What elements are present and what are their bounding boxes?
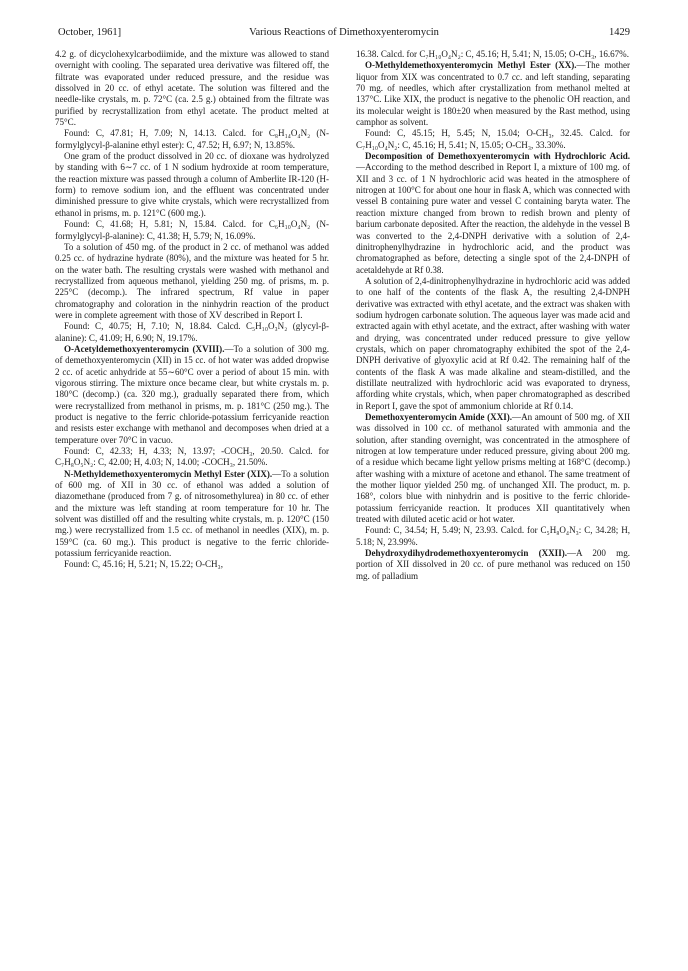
running-title: Various Reactions of Dimethoxyenteromycin [249,27,439,38]
section-heading: Dehydroxydihydrodemethoxyenteromycin (XXII). [365,548,567,559]
section-heading: O-Methyldemethoxyenteromycin Methyl Ester (XX). [365,60,577,71]
section-paragraph [55,344,329,446]
section-heading: O-Acetyldemethoxyenteromycin (XVIII). [64,343,225,354]
body-paragraph: Found: C, 45.16; H, 5.21; N, 15.22; O-CH₃, [64,559,223,570]
section-text: —To a solution of 600 mg. of XII in 30 cc. of ethanol was added a solution of diazomethane (produced from 7 g. of nitrosomethylurea) in 80 cc. of ether and the mixture was left standing at room temperature for 10 hr. The solvent was distilled off and the resulting white crystals, m. p. 120°C (150 mg.) were recrystallized from 1.5 cc. of methanol in needles (XIX), m. p. 159°C (ca. 60 mg.). This product is negative to the ferric chloride-potassium ferricyanide reaction. [55,468,329,559]
issue-date: October, 1961] [58,27,122,38]
section-text: —An amount of 500 mg. of XII was dissolved in 100 cc. of methanol saturated with ammonia and the solution, after standing overnight, was concentrated in the atmosphere of nitrogen at low temperature under reduced pressure, giving about 200 mg. of a residue which became light yellow prisms melting at 168°C (decomp.) after washing with a mixture of acetone and ethanol. The same treatment of the mother liquor yielded 250 mg. of unchanged XII. The product, m. p. 168°, colors blue with ninhydrin and is positive to the ferric chloride-potassium ferricyanide reaction. It produces XII quantitatively when treated with diluted acetic acid or hot water. [356,412,630,525]
section-heading: Decomposition of Demethoxyenteromycin with Hydrochloric Acid. [365,151,630,162]
section-paragraph [55,469,329,560]
section-text: —According to the method described in Report I, a mixture of 100 mg. of XII and 3 cc. of 1 N hydrochloric acid was heated in the atmosphere of nitrogen at 100°C for about one hour in flask A, which was connected with vessel B containing pure water and vessel C containing baryta water. The reaction mixture changed from brown to redish brown and plenty of barium carbonate deposited. After the reaction, the aldehyde in the vessel B was converted to the 2,4-DNPH derivative with a solution of 2,4-dinitrophenylhydrazine in hydrochloric acid, and the product was chromatographed as before, detecting a single spot of the 2,4-DNPH of acetaldehyde at Rf 0.38. [356,162,630,275]
running-header [58,27,630,43]
section-paragraph [356,151,630,276]
body-paragraph: Found: C, 47.81; H, 7.09; N, 14.13. Calcd. for C₈H₁₄O₄N₂ (N-formylglycyl-β-alanine ethyl ester): C, 47.52; H, 6.97; N, 13.85%. [55,128,329,150]
body-paragraph: Found: C, 41.68; H, 5.81; N, 15.84. Calcd. for C₆H₁₀O₄N₂ (N-formylglycyl-β-alanine): C, 41.38; H, 5.79; N, 16.09%. [55,219,329,241]
body-paragraph: A solution of 2,4-dinitrophenylhydrazine in hydrochloric acid was added to one half of the contents of the flask A, the resulting 2,4-DNPH derivative was extracted with ethyl acetate, and the extract was shaken with sodium hydrogen carbonate solution. The aqueous layer was made acid and extracted again with ethyl acetate, and the extract, after washing with water and drying, was concentrated under reduced pressure to give yellow crystals, which on paper chromatography exhibited the spot of the 2,4-DNPH derivative of glyoxylic acid at Rf 0.42. The remaining half of the contents of the flask A was made alkaline and steam-distilled, and the distillate neutralized with hydrochloric acid was evaporated to dryness, affording white crystals, which, when paper chromatographed as described in Report I, gave the spot of ammonium chloride at Rf 0.14. [356,275,630,411]
body-paragraph: 4.2 g. of dicyclohexylcarbodiimide, and the mixture was allowed to stand overnight with cooling. The separated urea derivative was filtered off, the filtrate was evaporated under reduced pressure, and the residue was dissolved in 20 cc. of ethyl acetate. The solution was filtered and the needle-like crystals, m. p. 72°C (ca. 2.5 g.) obtained from the filtrate was purified by recrystallization from ethyl acetate. The product melted at 75°C. [55,49,329,128]
section-paragraph [356,60,630,128]
body-paragraph: Found: C, 42.33; H, 4.33; N, 13.97; -COCH₃, 20.50. Calcd. for C₇H₈O₅N₂: C, 42.00; H, 4.03; N, 14.00; -COCH₃, 21.50%. [55,446,329,468]
left-column [55,49,329,571]
body-paragraph: Found: C, 40.75; H, 7.10; N, 18.84. Calcd. C₅H₁₀O₃N₂ (glycyl-β-alanine): C, 41.09; H, 6.90; N, 19.17%. [55,321,329,343]
section-text: —A 200 mg. portion of XII dissolved in 20 cc. of pure methanol was reduced on 150 mg. of palladium [356,548,630,581]
right-column [356,49,630,582]
section-paragraph [356,412,630,525]
body-paragraph: One gram of the product dissolved in 20 cc. of dioxane was hydrolyzed by standing with 6∼7 cc. of 1 N sodium hydroxide at room temperature, the reaction mixture was passed through a column of Amberlite IR-120 (H-form) to remove sodium ion, and the effluent was concentrated under diminished pressure to give white crystals, which were recrystallized from ethanol in prisms, m. p. 121°C (600 mg.). [55,151,329,218]
body-paragraph: To a solution of 450 mg. of the product in 2 cc. of methanol was added 0.25 cc. of hydrazine hydrate (80%), and the mixture was heated for 5 hr. on the water bath. The resulting crystals were washed with methanol and recrystallized from aqueous methanol, yielding 250 mg. of prisms, m. p. 225°C (decomp.). The infrared spectrum, Rf value in paper chromatography and coloration in the ninhydrin reaction of the product were in complete agreement with those of XV described in Report I. [55,241,329,320]
section-text: —The mother liquor from XIX was concentrated to 0.7 cc. and left standing, separating 70 mg. of needles, which after crystallization from methanol melted at 137°C. Like XIX, the product is negative to the phenolic OH reaction, and its molecular weight is 180±20 when measured by the Rast method, using camphor as solvent. [356,60,630,128]
body-paragraph: Found: C, 45.15; H, 5.45; N, 15.04; O-CH₃, 32.45. Calcd. for C₇H₁₀O₄N₂: C, 45.16; H, 5.41; N, 15.05; O-CH₃, 33.30%. [356,128,630,150]
section-paragraph [356,548,630,582]
section-text: —To a solution of 300 mg. of demethoxyenteromycin (XII) in 15 cc. of hot water was added dropwise 2 cc. of acetic anhydride at 55∼60°C over a period of about 15 min. with vigorous stirring. The mixture once became clear, but white crystals m. p. 180°C (decomp.) (ca. 320 mg.), gradually separated there from, which were recrystallized from methanol in prisms, m. p. 181°C (250 mg.). The product is negative to the ferric chloride-potassium ferricyanide reaction and resists ester exchange with methanol and decomposes when dried at a temperature over 70°C in vacuo. [55,343,330,445]
body-paragraph: 16.38. Calcd. for C₇H₁₀O₄N₂: C, 45.16; H, 5.41; N, 15.05; O-CH₃, 16.67%. [356,49,629,59]
section-heading: Demethoxyenteromycin Amide (XXI). [365,412,513,422]
body-paragraph: Found: C, 34.54; H, 5.49; N, 23.93. Calcd. for C₅H₈O₄N₃: C, 34.28; H, 5.18; N, 23.99%. [356,525,630,547]
section-heading: N-Methyldemethoxyenteromycin Methyl Ester (XIX). [64,468,273,479]
page-number: 1429 [609,27,630,38]
